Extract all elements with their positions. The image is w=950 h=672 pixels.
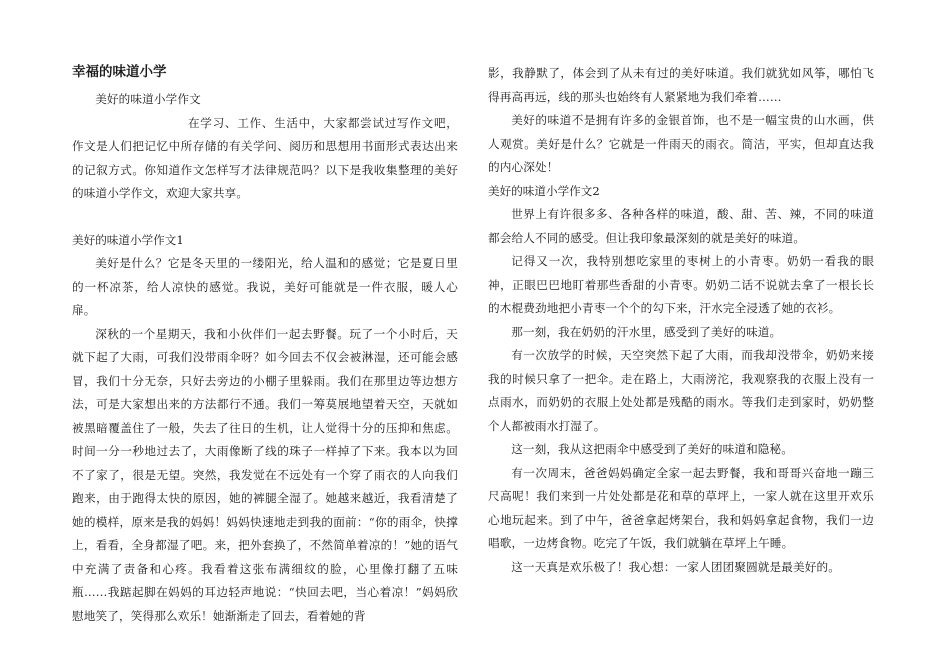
essay2-paragraph-5: 这一刻，我从这把雨伞中感受到了美好的味道和隐秘。 [511,442,794,456]
document-subtitle: 美好的味道小学作文 [95,92,201,106]
essay2-paragraph-6: 有一次周末，爸爸妈妈确定全家一起去野餐，我和哥哥兴奋地一蹦三尺高呢！我们来到一片处处都是花和草的草坪上，一家人就在这里开欢乐心地玩起来。到了中午，爸爸拿起烤架台，我和妈妈拿起食物，我们一边唱歌，一边烤食物。吃完了午饭，我们就躺在草坪上午睡。 [488,465,874,550]
essay1-paragraph-3: 美好的味道不是拥有许多的金银首饰，也不是一幅宝贵的山水画，供人观赏。美好是什么？它就是一件雨天的雨衣。简洁，平实，但却直达我的内心深处！ [488,113,874,174]
essay1-paragraph-1: 美好是什么？它是冬天里的一缕阳光，给人温和的感觉；它是夏日里的一杯凉茶，给人凉快的感觉。我说，美好可能就是一件衣服，暖人心扉。 [72,256,458,317]
essay2-paragraph-3: 那一刻，我在奶奶的汗水里，感受到了美好的味道。 [511,324,782,339]
essay2-paragraph-4: 有一次放学的时候，天空突然下起了大雨，而我却没带伞，奶奶来接我的时候只拿了一把伞。走在路上，大雨滂沱，我观察我的衣服上没有一点雨水，而奶奶的衣服上处处都是残酷的雨水。等我们走到家时，奶奶整个人都被雨水打湿了。 [488,348,874,433]
essay1-continuation: 影，我静默了，体会到了从未有过的美好味道。我们就犹如风筝，哪怕飞得再高再远，线的那头也始终有人紧紧地为我们牵着…… [488,66,874,104]
essay2-paragraph-1: 世界上有许很多多、各种各样的味道，酸、甜、苦、辣，不同的味道都会给人不同的感受。但让我印象最深刻的就是美好的味道。 [488,207,874,245]
essay1-heading: 美好的味道小学作文1 [72,232,184,247]
document-title: 幸福的味道小学 [72,64,167,80]
essay2-heading: 美好的味道小学作文2 [488,183,600,198]
left-column [72,62,458,628]
essay1-paragraph-2: 深秋的一个星期天，我和小伙伴们一起去野餐。玩了一个小时后，天就下起了大雨，可我们没带雨伞呀？如今回去不仅会被淋湿，还可能会感冒，我们十分无奈，只好去旁边的小棚子里躲雨。我们在那里边等边想方法，可是大家想出来的方法都行不通。我们一筹莫展地望着天空，天就如被黑暗覆盖住了一般，失去了往日的生机，让人觉得十分的压抑和焦虑。时间一分一秒地过去了，大雨像断了线的珠子一样掉了下来。我本以为回不了家了，很是无望。突然，我发觉在不远处有一个穿了雨衣的人向我们跑来，由于跑得太快的原因，她的裤腿全湿了。她越来越近，我看清楚了她的模样，原来是我的妈妈！妈妈快速地走到我的面前：“你的雨伞，快撑上，看看，全身都湿了吧。来，把外套换了，不然简单着凉的！”她的语气中充满了责备和心疼。我看着这张布满细纹的脸，心里像打翻了五味瓶……我踮起脚在妈妈的耳边轻声地说：“快回去吧，当心着凉！”妈妈欣慰地笑了，笑得那么欢乐！她渐渐走了回去，看着她的背 [72,326,458,623]
right-column [488,62,874,579]
essay2-paragraph-7: 这一天真是欢乐极了！我心想：一家人团团聚圆就是最美好的。 [511,559,841,574]
intro-paragraph: 在学习、工作、生活中，大家都尝试过写作文吧，作文是人们把记忆中所存储的有关学问、阅历和思想用书面形式表达出来的记叙方式。你知道作文怎样写才法律规范吗？以下是我收集整理的美好的味道小学作文，欢迎大家共享。 [72,115,458,200]
essay2-paragraph-2: 记得又一次，我特别想吃家里的枣树上的小青枣。奶奶一看我的眼神，正眼巴巴地盯着那些香甜的小青枣。奶奶二话不说就去拿了一根长长的木棍费劲地把小青枣一个个的勾下来，汗水完全浸透了她的衣衫。 [488,254,874,315]
spacer [72,206,458,229]
